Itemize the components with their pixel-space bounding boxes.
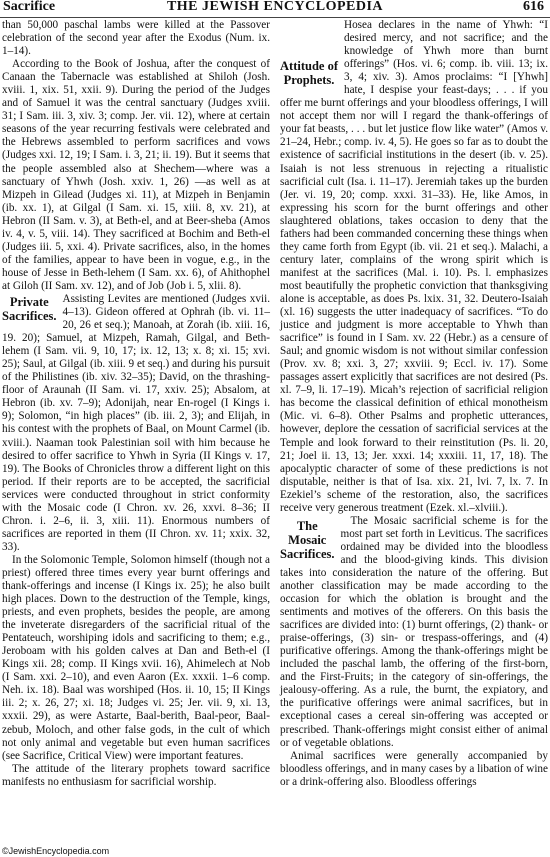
left-column [2, 19, 270, 789]
marginal-heading-private-sacrifices: Private Sacrifices. [2, 294, 57, 323]
paragraph: The Mosaic sacrificial scheme is for the most part set forth in Leviticus. The sacrifices ordained may be divided into the bloodless and the blood-giving kinds. This division takes into consideration the nature of the offering. But another classification may be made according to the occasion for which the oblation is brought and the sentiments and motives of the offerers. On this basis the sacrifices are divided into: (1) burnt offerings, (2) thank- or praise-offerings, (3) sin- or trespass-offerings, and (4) purificative offerings. Among the thank-offerings might be included the paschal lamb, the offering of the first-born, and the First-Fruits; in the category of sin-offerings, the jealousy-offering. As a rule, the burnt, the expiatory, and the purificative offerings were animal sacrifices, but in exceptional cases a cereal sin-offering was accepted or prescribed. Thank-offerings might consist either of animal or of vegetable oblations. [280, 514, 548, 749]
paragraph: According to the Book of Joshua, after the conquest of Canaan the Tabernacle was established at Shiloh (Josh. xviii. 1, xix. 51, xxii. 9). During the period of the Judges and of Samuel it was the central sanctuary (Judges xviii. 31; I Sam. iii. 3, xiv. 3; comp. Jer. vii. 12), where at certain seasons of the year recurring festivals were celebrated and the Hebrews assembled to perform sacrifices and vows (Judges xxi. 12, 19; I Sam. i. 3, 21; ii. 19). But it seems that the people assembled also at Shechem—where was a sanctuary of Yhwh (Josh. xxiv. 1, 26) —as well as at Mizpeh in Gilead (Judges xi. 11), at Mizpeh in Benjamin (ib. xx. 1), at Gilgal (I Sam. xi. 15, xiii. 8, xv. 21), at Hebron (II Sam. v. 3), at Beth-el, and at Beer-sheba (Amos iv. 4, v. 5, viii. 14). They sacrificed at Bochim and Beth-el (Judges iii. 5, xxi. 4). Private sacrifices, also, in the homes of the families, appear to have been in vogue, e.g., in the house of Jesse in Beth-lehem (I Sam. xx. 6), of Ahithophel at Giloh (II Sam. xv. 12), and of Job (Job i. 5, xlii. 8). [2, 58, 270, 292]
paragraph: Hosea declares in the name of Yhwh: “I desired mercy, and not sacrifice; and the knowledge of Yhwh more than burnt offerings” (Hos. vi. 6; comp. ib. viii. 13; ix. 3, 4; xiv. 3). Amos proclaims: “I [Yhwh] hate, I despise your feast-days; . . . if you offer me burnt offerings and your bloodless offerings, I will not accept them nor will I regard the thank-offerings of your fat beasts, . . . but let justice flow like water” (Amos v. 21–24, Hebr.; comp. iv. 4, 5). He goes so far as to doubt the existence of sacrificial institutions in the desert (ib. v. 25). Isaiah is not less strenuous in rejecting a ritualistic sacrificial cult (Isa. i. 11–17). Jeremiah takes up the burden (Jer. vi. 19, 20; comp. xxxi. 31–33). He, like Amos, in expressing his scorn for the burnt offerings and other slaughtered oblations, takes occasion to deny that the fathers had been commanded concerning these things when they came forth from Egypt (ib. vii. 21 et seq.). Malachi, a century later, complains of the wrong spirit which is manifest at the sacrifices (Mal. i. 10). Ps. l. emphasizes most beautifully the prophetic conviction that thanksgiving alone is acceptable, as does Ps. lxix. 31, 32. Deutero-Isaiah (xl. 16) suggests the utter inadequacy of sacrifices. “To do justice and judgment is more acceptable to Yhwh than sacrifice” is found in I Sam. xv. 22 (Hebr.) as a censure of Saul; and gnomic wisdom is not without similar confession (Prov. xv. 8; xxi. 3, 27; xxviii. 9; Eccl. iv. 17). Some passages assert explicitly that sacrifices are not desired (Ps. xl. 7–9, li. 17–19). Micah’s rejection of sacrificial religion has become the classical definition of ethical monotheism (Mic. vi. 6–8). Other Psalms and prophetic utterances, however, deplore the cessation of sacrificial services at the Temple and look forward to their reinstitution (Ps. li. 20, 21; Joel ii. 13, 13; Jer. xxxi. 14; xxxiii. 11, 17, 18). The apocalyptic character of some of these predictions is not disputable, neither is that of Isa. xix. 21, lvi. 7, lx. 7. In Ezekiel’s scheme of the restoration, also, the sacrifices receive very generous treatment (Ezek. xl.–xlviii.). [280, 19, 548, 514]
right-column [280, 19, 548, 789]
header-rule [0, 17, 550, 18]
running-head-title: THE JEWISH ENCYCLOPEDIA [166, 0, 384, 14]
page-header [0, 0, 550, 16]
paragraph: Assisting Levites are mentioned (Judges xvii. 4–13). Gideon offered at Ophrah (ib. vi. 11–20, 26 et seq.); Manoah, at Zorah (ib. xiii. 16, 19. 20); Samuel, at Mizpeh, Ramah, Gilgal, and Beth-lehem (I Sam. vii. 9, 10, 17; ix. 12, 13; x. 8; xi. 15; xvi. 25); Saul, at Gilgal (ib. xiii. 9 et seq.) and during his pursuit of the Philistines (ib. xiv. 32–35); David, on the thrashing-floor of Araunah (II Sam. vi. 17, xxiv. 25); Absalom, at Hebron (ib. xv. 7–9); Adonijah, near En-rogel (I Kings i. 9); Solomon, “in high places” (ib. iii. 2, 3); and Elijah, in his contest with the prophets of Baal, on Mount Carmel (ib. xviii.). Naaman took Palestinian soil with him because he desired to offer sacrifice to Yhwh in Syria (II Kings v. 17, 19). The Books of Chronicles throw a different light on this period. If their reports are to be accepted, the sacrificial services were conducted throughout in strict conformity with the Mosaic code (I Chron. xv. 26, xxvi. 8–36; II Chron. i. 2–6, ii. 3, xiii. 11). Enormous numbers of sacrifices are reported in them (II Chron. xv. 11; xxix. 32, 33). [2, 292, 270, 553]
copyright-footer: ©JewishEncyclopedia.com [2, 846, 110, 856]
marginal-heading-attitude-of-prophets: Attitude of Prophets. [280, 59, 338, 87]
paragraph: than 50,000 paschal lambs were killed at the Passover celebration of the second year after the Exodus (Num. ix. 1–14). [2, 19, 270, 58]
paragraph: In the Solomonic Temple, Solomon himself (though not a priest) offered three times every year burnt offerings and thank-offerings and incense (I Kings ix. 25); he also built high places. Down to the destruction of the Temple, kings, priests, and even prophets, besides the people, are among the inveterate disregarders of the sacrificial ritual of the Pentateuch, worshiping idols and sacrificing to them; e.g., Jeroboam with his golden calves at Dan and Beth-el (I Kings xii. 28; comp. II Kings xvii. 16), Ahimelech at Nob (I Sam. xxi. 2–10), and even Aaron (Ex. xxxii. 1–6 comp. Neh. ix. 18). Baal was worshiped (Hos. ii. 10, 15; II Kings iii. 2; x. 26, 27; xi. 18; Judges vi. 25; Jer. vii. 9, xi. 13, xxxii. 29), as were Astarte, Baal-berith, Baal-peor, Baal-zebub, Moloch, and other false gods, in the cult of which not only animal and vegetable but even human sacrifices (see Sacrifice, Critical View) were important features. [2, 553, 270, 762]
page-number: 616 [523, 0, 544, 14]
paragraph: The attitude of the literary prophets toward sacrifice manifests no enthusiasm for sacrificial worship. [2, 762, 270, 788]
running-head-left: Sacrifice [3, 0, 56, 14]
marginal-heading-mosaic-sacrifices: The Mosaic Sacrifices. [280, 518, 335, 561]
paragraph: Animal sacrifices were generally accompanied by bloodless offerings, and in many cases by a libation of wine or a drink-offering also. Bloodless offerings [280, 749, 548, 788]
